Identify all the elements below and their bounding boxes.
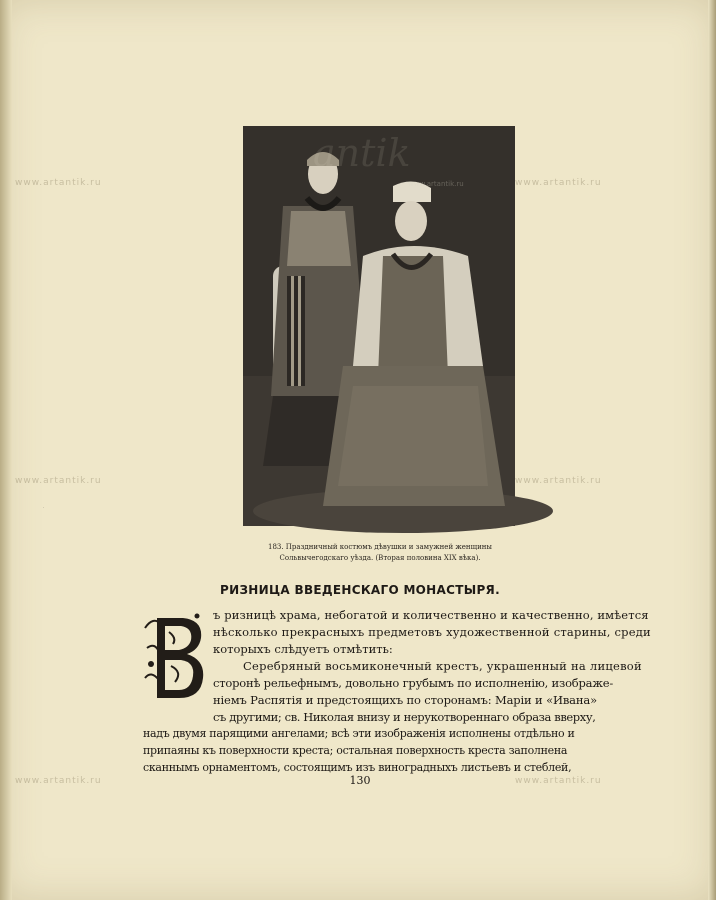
caption-line: 183. Праздничный костюмъ дѣвушки и замужней женщины — [268, 543, 492, 551]
watermark: www.artantik.ru — [515, 476, 602, 486]
page-edge-left — [0, 0, 12, 900]
body-text-line: съ другими; св. Николая внизу и нерукотвореннаго образа вверху, — [213, 710, 596, 724]
body-text-line: Серебряный восьмиконечный крестъ, украшенный на лицевой — [243, 659, 642, 673]
costume-photograph-drawing — [243, 126, 515, 526]
costume-photograph — [243, 126, 515, 526]
watermark: www.artantik.ru — [15, 476, 102, 486]
watermark: www.artantik.ru — [515, 178, 602, 188]
body-text-line: которыхъ слѣдуетъ отмѣтить: — [213, 642, 393, 656]
photo-logo-watermark: antik — [313, 131, 411, 175]
body-text-line: нѣсколько прекрасныхъ предметовъ художественной старины, среди — [213, 625, 651, 639]
body-text-line: сканнымъ орнаментомъ, состоящимъ изъ виноградныхъ листьевъ и стеблей, — [143, 761, 572, 774]
body-text-line: надъ двумя парящими ангелами; всѣ эти изображенія исполнены отдѣльно и — [143, 727, 575, 740]
photo-watermark: www.artantik.ru — [408, 180, 464, 188]
page-edge-right — [708, 0, 716, 900]
body-text-line: ніемъ Распятія и предстоящихъ по сторонамъ: Маріи и «Ивана» — [213, 693, 597, 707]
ornamental-drop-cap — [43, 508, 211, 704]
watermark: www.artantik.ru — [15, 776, 102, 786]
caption-line: Сольвычегодскаго уѣзда. (Вторая половина XIX вѣка). — [279, 554, 481, 562]
watermark: www.artantik.ru — [515, 776, 602, 786]
section-heading: РИЗНИЦА ВВЕДЕНСКАГО МОНАСТЫРЯ. — [220, 583, 500, 597]
photo-caption — [220, 542, 540, 564]
body-text-line: сторонѣ рельефнымъ, довольно грубымъ по исполненію, изображе- — [213, 676, 614, 690]
body-text-line: припаяны къ поверхности креста; остальная поверхность креста заполнена — [143, 744, 568, 757]
page-number: 130 — [349, 774, 371, 787]
watermark: www.artantik.ru — [15, 178, 102, 188]
drop-cap-letter: В — [43, 508, 44, 509]
body-text-line: ъ ризницѣ храма, небогатой и количественно и качественно, имѣется — [213, 608, 649, 622]
